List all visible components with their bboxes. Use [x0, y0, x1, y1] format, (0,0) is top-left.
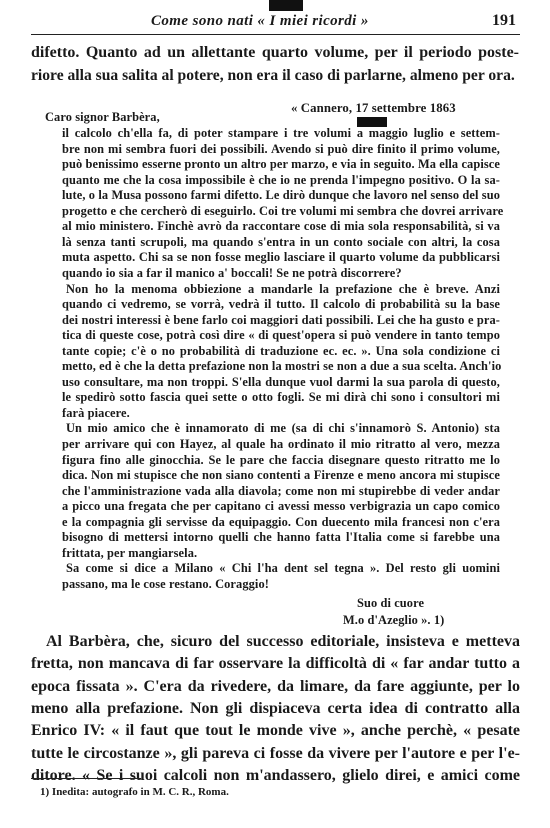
- letter-line: dei nostri interessi è bene farlo coi maggiori dati possibili. Lei che ha gusto e pra-: [62, 312, 500, 327]
- letter-line: muta aspetto. Chi sa se non fosse meglio lasciare il quarto volume da pubblicarsi: [62, 250, 500, 265]
- letter-line: quanto me che la cosa impossibile è che io ne prenda l'impegno positivo. O la sa-: [62, 172, 500, 187]
- letter-line: tante copie; c'è o no probabilità di traduzione ec. ec. ». Una sola condizione ci: [62, 343, 500, 358]
- letter-line: Un mio amico che è innamorato di me (sa di chi s'innamorò S. Antonio) sta: [66, 421, 500, 436]
- body-line: meno alla prefazione. Non gli dispiaceva certa idea di contratto alla: [31, 699, 520, 717]
- letter-line: metto, ed è che la detta prefazione non la mostri se non a due a sua scelta. Anch'io: [62, 359, 502, 374]
- letter-salutation: Caro signor Barbèra,: [45, 110, 160, 124]
- letter-line: al mio ministero. Finchè avrò da raccontare cose di mia sola responsabilità, si va: [62, 219, 500, 234]
- running-title: Come sono nati « I miei ricordi »: [151, 13, 369, 29]
- body-line: Enrico IV: « il faut que tout le monde vive », anche perchè, « pesate: [31, 722, 520, 740]
- letter-line: quando ci vedremo, se vorrà, vedrà il tutto. Il calcolo di probabilità su la base: [62, 297, 500, 312]
- letter-line: Sa come si dice a Milano « Chi l'ha dent sel tegna ». Del resto gli uomini: [66, 561, 500, 576]
- letter-line: passano, ma le cose restano. Coraggio!: [62, 576, 269, 591]
- footnote-rule: [31, 778, 141, 779]
- footnote: 1) Inedita: autografo in M. C. R., Roma.: [40, 786, 229, 798]
- letter-dateline: « Cannero, 17 settembre 1863: [291, 101, 456, 115]
- letter-line: bre non mi sembra fuori dei possibili. Avendo si può dire finito il primo volume,: [62, 141, 500, 156]
- page-number: 191: [492, 12, 516, 29]
- letter-line: tica di queste cose, potrà così dire « di quest'opera si può vendere in tanto tempo: [62, 328, 500, 343]
- body-line: epoca fissata ». C'era da rivedere, da limare, da fare aggiunte, per lo: [31, 677, 520, 695]
- letter-line: progetto e che cercherò di eseguirlo. Coi tre volumi mi sembra che dovrei arrivare: [62, 203, 504, 218]
- letter-line: e la compagnia gli servisse da equipaggio. Con duecento mila francesi non c'era: [62, 514, 500, 529]
- letter-line: che l'amministrazione vada alla diavola; come non mi stupirebbe di veder andar: [62, 483, 500, 498]
- letter-line: bisogno di mettersi intorno quelli che hanno fatta l'Italia come si farebbe una: [62, 530, 500, 545]
- letter-line: là senza tanti scrupoli, ma quando s'entra in un conto sociale con altri, la cosa: [62, 234, 500, 249]
- letter-signature: M.o d'Azeglio ». 1): [343, 613, 445, 627]
- letter-line: Non ho la menoma obbiezione a mandarle la prefazione che è breve. Anzi: [66, 281, 500, 296]
- intro-line: difetto. Quanto ad un allettante quarto volume, per il periodo poste-: [31, 44, 519, 61]
- body-line: tutte le circostanze », gli pareva ci fosse da vivere per l'autore e per l'e-: [31, 744, 520, 762]
- letter-line: le spedirò sotto fascia quei sette o otto fogli. Se mi dirà chi sono i consultori mi: [62, 390, 500, 405]
- intro-line: riore alla sua salita al potere, non era il caso di parlarne, almeno per ora.: [31, 67, 515, 84]
- body-line: ditore. « Se i suoi calcoli non m'andassero, glielo direi, e amici come: [31, 766, 520, 784]
- letter-line: a picco una fregata che per capitano ci avessi messo verbigrazia un capo comico: [62, 499, 500, 514]
- letter-line: dica. Non mi stupisce che non siano contenti a Firenze e meno ancora mi stupisce: [62, 468, 500, 483]
- body-line: Al Barbèra, che, sicuro del successo editoriale, insisteva e metteva: [46, 633, 520, 650]
- body-line: fretta, non mancava di far osservare la difficoltà di « far andar tutto a: [31, 655, 520, 673]
- letter-line: farà piacere.: [62, 405, 130, 420]
- letter-line: può benissimo esserne pronto un altro per marzo, e via in seguito. Ma ella capisce: [62, 157, 500, 172]
- letter-line: per arrivare qui con Hayez, al quale ha ordinato il mio ritratto al vero, mezza: [62, 437, 500, 451]
- letter-closing: Suo di cuore: [357, 596, 425, 610]
- letter-line: frittata, per mangiarsela.: [62, 545, 198, 560]
- letter-line: il calcolo ch'ella fa, di poter stampare i tre volumi a maggio luglio e settem-: [62, 126, 500, 140]
- letter-line: uso consultare, ma non troppi. S'ella dunque vuol darmi la sua parola di questo,: [62, 374, 500, 389]
- running-header: [31, 10, 520, 35]
- letter-line: lute, o la Musa possono farmi difetto. Le dirò dunque che lavoro nel senso del suo: [62, 188, 500, 203]
- letter-line: quando io sia a far il manico a' boccali! Se ne potrà discorrere?: [62, 265, 402, 280]
- letter-line: figura fino alle ginocchia. Se le pare che faccia disegnare questo ritratto me lo: [62, 452, 500, 467]
